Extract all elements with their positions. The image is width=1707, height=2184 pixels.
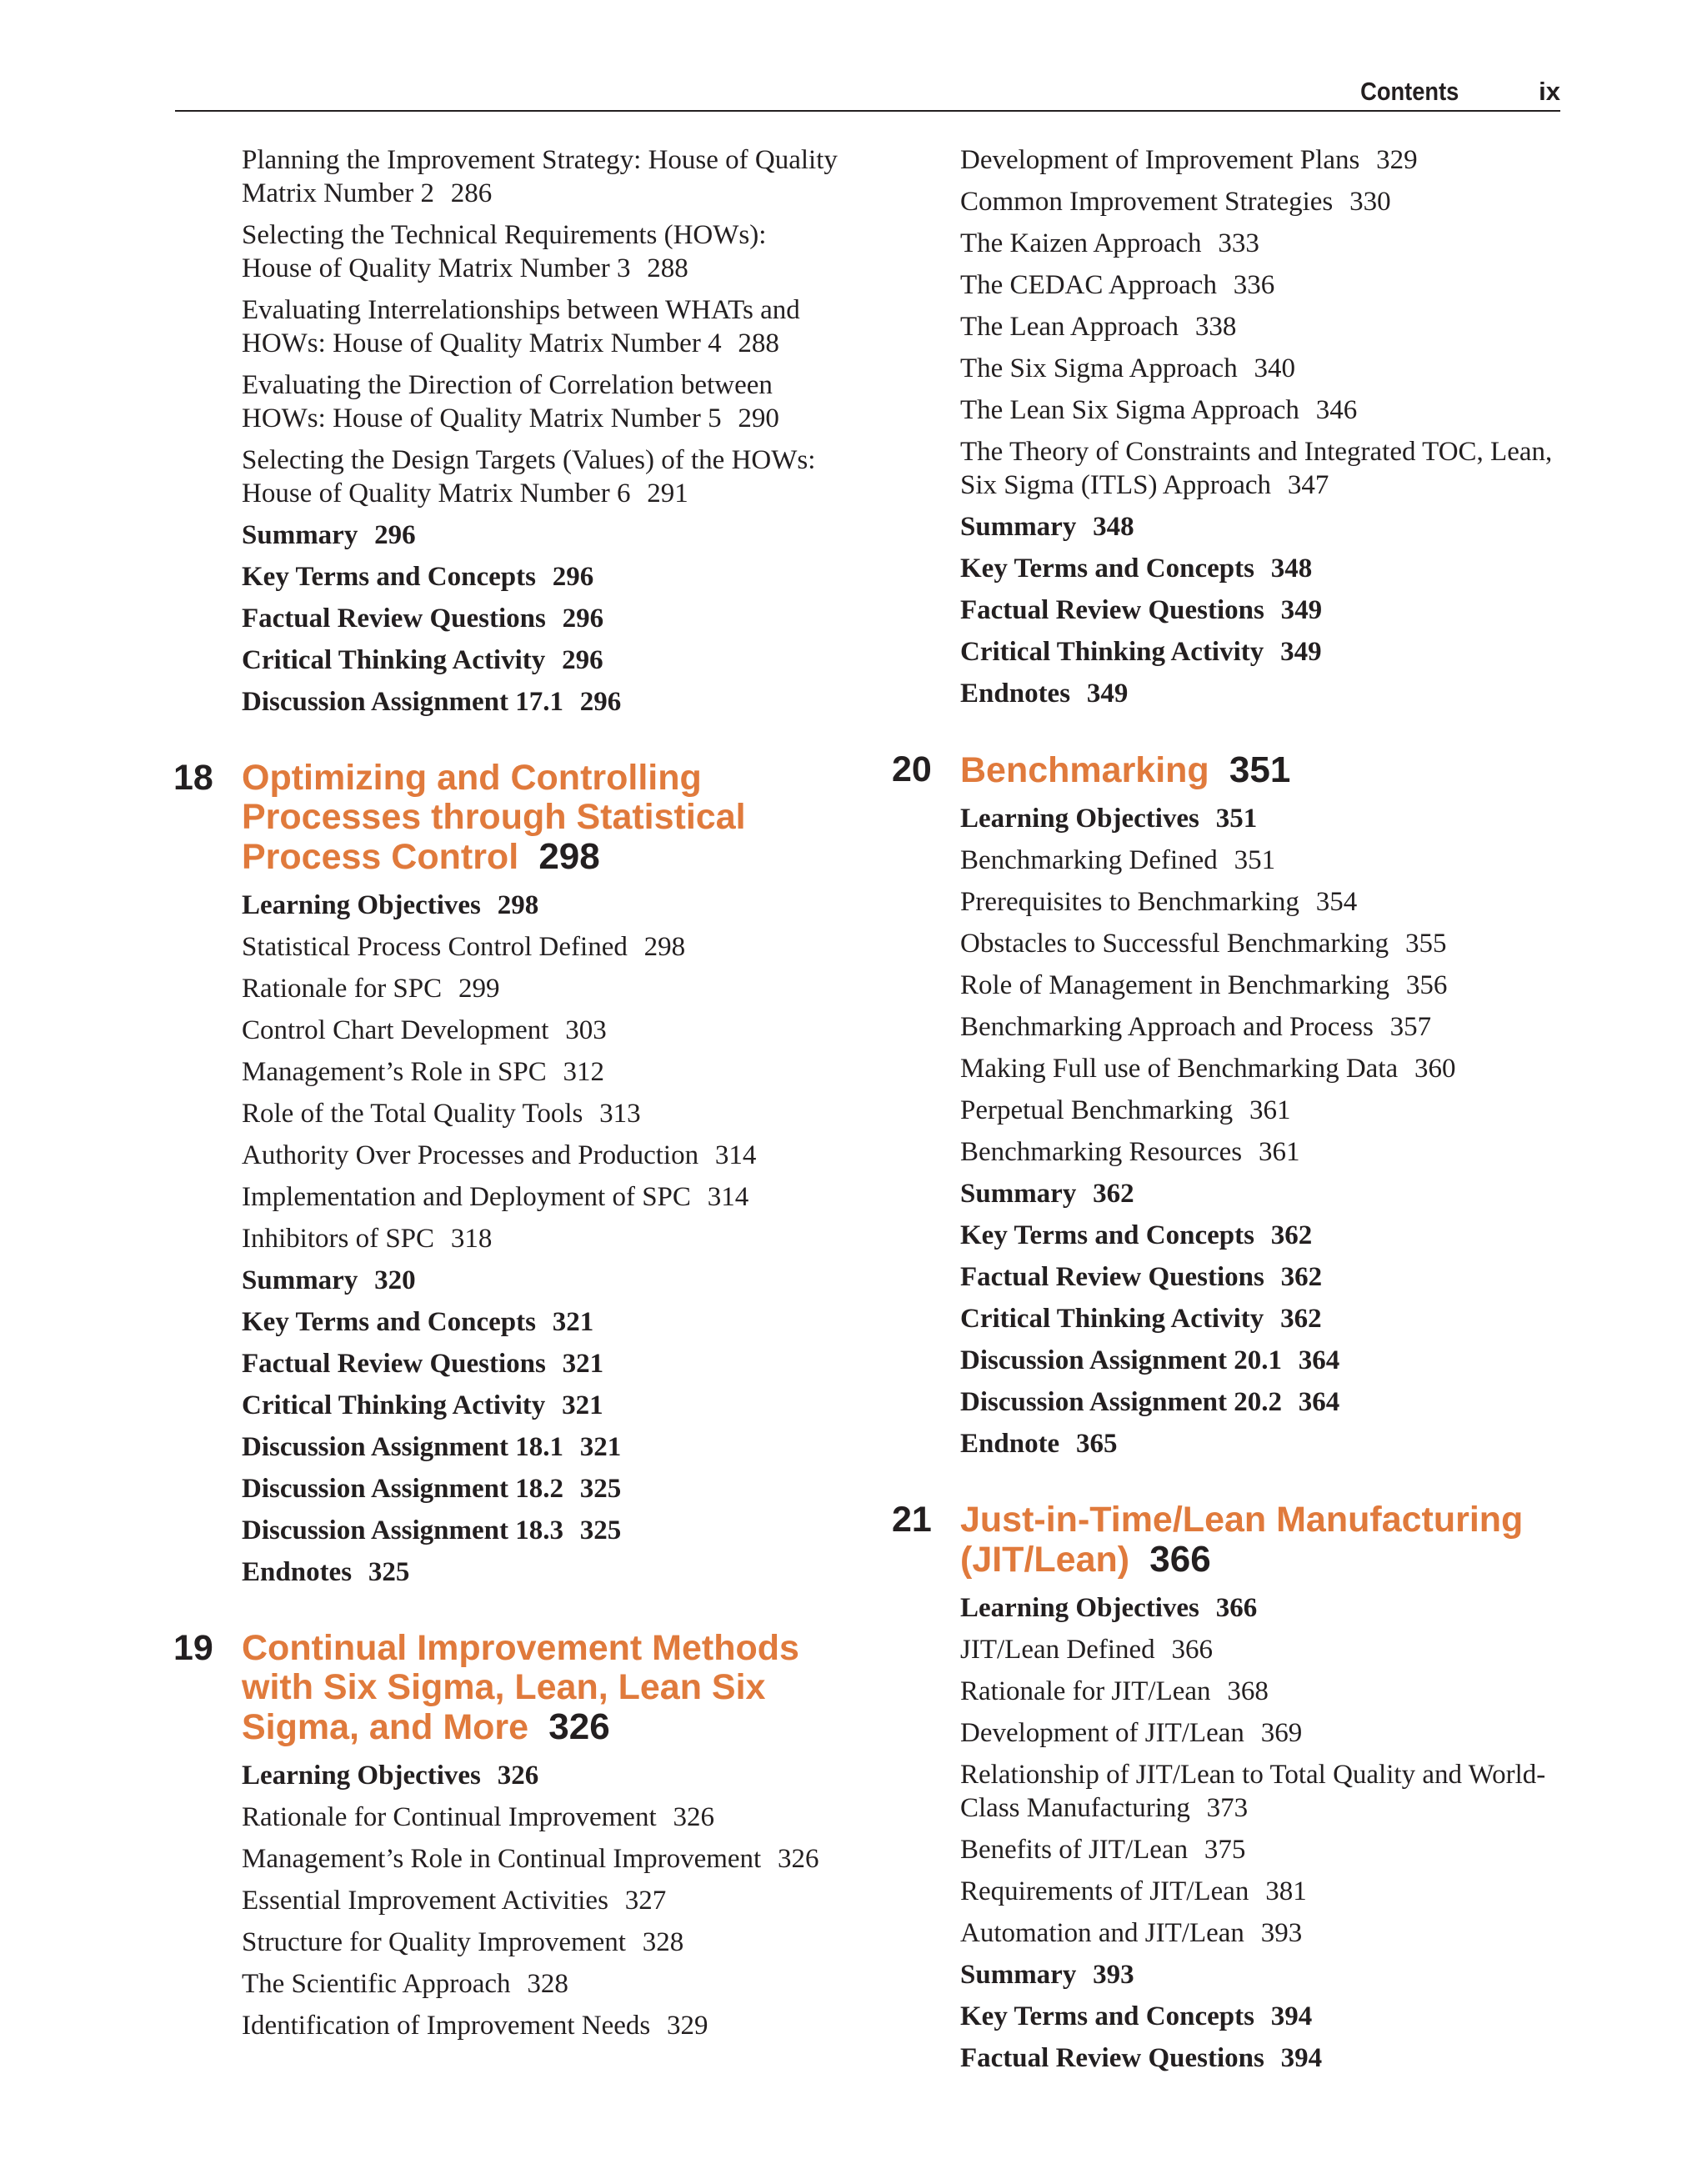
chapter-number: 21: [892, 1500, 932, 1540]
toc-entry[interactable]: [960, 802, 1560, 835]
toc-entry-title: Common Improvement Strategies: [960, 187, 1334, 217]
toc-entry-title: Key Terms and Concepts: [960, 2001, 1254, 2031]
chapter-page: 326: [548, 1706, 610, 1747]
toc-entry[interactable]: [960, 1385, 1560, 1419]
toc-entry-page: 369: [1260, 1718, 1303, 1748]
toc-entry-title: Benchmarking Approach and Process: [960, 1012, 1374, 1042]
toc-entry-page: 328: [527, 1969, 568, 1999]
toc-entry-title: Automation and JIT/Lean: [960, 1918, 1244, 1948]
toc-entry-page: 291: [647, 478, 688, 508]
toc-entry-page: 381: [1265, 1876, 1307, 1906]
toc-entry[interactable]: [960, 1675, 1560, 1708]
toc-entry-title: Selecting the Technical Requirements (HOWs): House of Quality Matrix Number 3: [242, 220, 767, 283]
toc-entry-title: Discussion Assignment 18.1: [242, 1432, 563, 1462]
toc-entry-title: Critical Thinking Activity: [960, 637, 1264, 667]
toc-entry-page: 286: [450, 178, 493, 208]
toc-entry[interactable]: [242, 972, 842, 1005]
toc-entry-page: 321: [562, 1349, 604, 1379]
toc-entry[interactable]: [242, 293, 842, 360]
toc-entry-page: 326: [778, 1844, 819, 1874]
toc-entry[interactable]: [242, 218, 842, 285]
toc-entry-page: 375: [1204, 1835, 1246, 1865]
toc-entry-page: 321: [562, 1390, 603, 1420]
toc-entry[interactable]: [960, 594, 1560, 627]
toc-entry-title: Role of Management in Benchmarking: [960, 970, 1390, 1000]
toc-entry-title: The Lean Six Sigma Approach: [960, 395, 1299, 425]
toc-right-column: [892, 143, 1560, 2083]
toc-entry-page: 362: [1270, 1220, 1313, 1250]
toc-entry[interactable]: [242, 1926, 842, 1959]
toc-entry-page: 298: [497, 890, 539, 920]
toc-entry-page: 393: [1260, 1918, 1303, 1948]
toc-entry-title: Summary: [960, 1960, 1077, 1990]
toc-entry[interactable]: [960, 2000, 1560, 2033]
toc-entry-page: 288: [738, 328, 779, 358]
toc-entry-page: 348: [1093, 512, 1134, 542]
toc-entry-page: 327: [624, 1886, 667, 1916]
toc-entry-page: 329: [667, 2011, 708, 2041]
toc-entry-title: Key Terms and Concepts: [960, 554, 1254, 584]
toc-entry-title: Identification of Improvement Needs: [242, 2011, 651, 2041]
toc-entry-page: 299: [458, 974, 500, 1004]
toc-entry-page: 347: [1287, 470, 1329, 500]
toc-entry-page: 296: [562, 645, 603, 675]
toc-entry[interactable]: [960, 1716, 1560, 1750]
toc-entry-page: 329: [1376, 145, 1418, 175]
page-number: ix: [1539, 77, 1560, 106]
toc-entry-title: Discussion Assignment 18.3: [242, 1515, 563, 1545]
toc-entry-page: 355: [1404, 929, 1447, 959]
toc-entry-title: Key Terms and Concepts: [242, 1307, 536, 1337]
toc-entry[interactable]: [242, 1097, 842, 1130]
page-header: [0, 0, 1707, 117]
toc-entry[interactable]: [242, 685, 842, 719]
toc-entry-page: 349: [1086, 679, 1129, 709]
toc-entry[interactable]: [242, 443, 842, 510]
toc-entry[interactable]: [242, 889, 842, 922]
toc-entry-page: 336: [1233, 270, 1275, 300]
toc-entry[interactable]: [242, 1055, 842, 1089]
toc-entry-page: 356: [1405, 970, 1448, 1000]
toc-entry[interactable]: [960, 185, 1560, 218]
toc-entry[interactable]: [960, 1010, 1560, 1044]
toc-entry[interactable]: [960, 677, 1560, 710]
toc-entry[interactable]: [960, 510, 1560, 543]
toc-entry[interactable]: [960, 1958, 1560, 1991]
toc-entry[interactable]: [960, 1302, 1560, 1335]
toc-entry-title: Benchmarking Resources: [960, 1137, 1243, 1167]
toc-entry-title: Rationale for JIT/Lean: [960, 1676, 1211, 1706]
toc-entry-page: 346: [1315, 395, 1358, 425]
toc-entry-title: Critical Thinking Activity: [960, 1304, 1264, 1334]
toc-entry-title: Critical Thinking Activity: [242, 1390, 546, 1420]
toc-entry-page: 288: [647, 253, 688, 283]
toc-entry-page: 321: [552, 1307, 594, 1337]
chapter-heading-20[interactable]: [892, 749, 1560, 790]
toc-entry[interactable]: [242, 143, 842, 210]
toc-list: [960, 802, 1560, 1460]
chapter-heading-18[interactable]: [173, 758, 842, 877]
toc-entry[interactable]: [960, 1260, 1560, 1294]
toc-entry-page: 338: [1194, 312, 1237, 342]
toc-entry-page: 296: [374, 520, 416, 550]
toc-entry[interactable]: [960, 143, 1560, 177]
toc-entry[interactable]: [960, 1219, 1560, 1252]
toc-entry-page: 349: [1280, 637, 1322, 667]
toc-entry[interactable]: [242, 1180, 842, 1214]
toc-entry-title: Learning Objectives: [242, 890, 481, 920]
toc-entry-page: 298: [643, 932, 686, 962]
chapter-heading-21[interactable]: [892, 1500, 1560, 1580]
toc-entry-title: Rationale for Continual Improvement: [242, 1802, 657, 1832]
toc-entry[interactable]: [960, 2041, 1560, 2075]
toc-entry-title: Summary: [960, 512, 1077, 542]
chapter-number: 18: [173, 758, 213, 798]
toc-entry[interactable]: [960, 268, 1560, 302]
toc-entry-title: Planning the Improvement Strategy: House of Quality Matrix Number 2: [242, 145, 838, 208]
toc-entry-title: Factual Review Questions: [960, 1262, 1264, 1292]
toc-entry-title: Requirements of JIT/Lean: [960, 1876, 1249, 1906]
chapter-number: 19: [173, 1628, 213, 1668]
toc-entry[interactable]: [960, 885, 1560, 919]
chapter-heading-19[interactable]: [173, 1628, 842, 1747]
chapter-page: 298: [538, 836, 600, 877]
toc-entry-page: 364: [1298, 1345, 1340, 1375]
toc-entry-title: Benchmarking Defined: [960, 845, 1218, 875]
toc-entry[interactable]: [960, 969, 1560, 1002]
toc-entry-title: Role of the Total Quality Tools: [242, 1099, 583, 1129]
toc-entry-page: 362: [1280, 1262, 1323, 1292]
toc-entry-title: The Six Sigma Approach: [960, 353, 1238, 383]
toc-entry-title: Discussion Assignment 20.1: [960, 1345, 1282, 1375]
header-rule: [175, 110, 1560, 112]
toc-entry-title: Learning Objectives: [960, 1593, 1199, 1623]
chapter-title: Just-in-Time/Lean Manufacturing (JIT/Lean): [960, 1500, 1524, 1580]
toc-entry[interactable]: [960, 1135, 1560, 1169]
toc-entry-page: 326: [673, 1802, 714, 1832]
toc-entry[interactable]: [242, 1884, 842, 1917]
toc-entry[interactable]: [960, 1052, 1560, 1085]
toc-entry-title: The Lean Approach: [960, 312, 1179, 342]
toc-entry[interactable]: [242, 1842, 842, 1876]
chapter-title: Optimizing and Controlling Processes through Statistical Process Control: [242, 758, 746, 877]
toc-entry-page: 330: [1349, 187, 1391, 217]
toc-entry[interactable]: [242, 1347, 842, 1380]
chapter-page: 366: [1149, 1539, 1211, 1580]
toc-entry-page: 318: [450, 1224, 493, 1254]
toc-entry[interactable]: [242, 1264, 842, 1297]
toc-entry-title: Control Chart Development: [242, 1015, 549, 1045]
toc-entry[interactable]: [242, 368, 842, 435]
toc-entry-title: The Kaizen Approach: [960, 228, 1202, 258]
toc-entry[interactable]: [960, 1177, 1560, 1210]
toc-entry-page: 328: [642, 1927, 684, 1957]
toc-entry[interactable]: [242, 1014, 842, 1047]
toc-entry-title: Summary: [242, 520, 358, 550]
toc-entry-title: Learning Objectives: [242, 1761, 481, 1791]
toc-entry-page: 366: [1215, 1593, 1258, 1623]
toc-entry[interactable]: [960, 1833, 1560, 1866]
chapter-number: 20: [892, 749, 932, 789]
toc-entry[interactable]: [960, 927, 1560, 960]
toc-entry[interactable]: [242, 1555, 842, 1589]
toc-list: [242, 889, 842, 1589]
toc-entry[interactable]: [242, 1967, 842, 2001]
toc-entry-page: 351: [1234, 845, 1276, 875]
toc-entry-page: 333: [1218, 228, 1259, 258]
toc-entry-title: Rationale for SPC: [242, 974, 443, 1004]
toc-entry[interactable]: [242, 518, 842, 552]
toc-entry-title: Factual Review Questions: [242, 1349, 546, 1379]
toc-left-column: [173, 143, 842, 2051]
toc-entry-title: The CEDAC Approach: [960, 270, 1217, 300]
toc-entry-title: Endnotes: [960, 679, 1071, 709]
toc-entry[interactable]: [242, 1139, 842, 1172]
toc-entry-page: 312: [563, 1057, 605, 1087]
toc-entry-page: 354: [1315, 887, 1358, 917]
toc-entry-title: Discussion Assignment 17.1: [242, 687, 563, 717]
toc-entry[interactable]: [242, 2009, 842, 2042]
toc-entry-page: 348: [1270, 554, 1313, 584]
toc-entry-title: The Scientific Approach: [242, 1969, 511, 1999]
toc-entry[interactable]: [960, 1591, 1560, 1625]
toc-entry-page: 362: [1280, 1304, 1322, 1334]
toc-entry[interactable]: [960, 227, 1560, 260]
toc-entry-page: 314: [714, 1140, 757, 1170]
toc-entry-title: Evaluating Interrelationships between WHATs and HOWs: House of Quality Matrix Number 4: [242, 295, 800, 358]
toc-list: [960, 1591, 1560, 2075]
toc-entry[interactable]: [242, 1305, 842, 1339]
toc-entry-title: JIT/Lean Defined: [960, 1635, 1155, 1665]
toc-entry-title: Obstacles to Successful Benchmarking: [960, 929, 1389, 959]
toc-entry-title: Authority Over Processes and Production: [242, 1140, 699, 1170]
toc-entry-title: Key Terms and Concepts: [960, 1220, 1254, 1250]
toc-entry-title: Critical Thinking Activity: [242, 645, 546, 675]
toc-entry-page: 361: [1249, 1095, 1291, 1125]
toc-entry-page: 320: [374, 1265, 416, 1295]
toc-entry-page: 326: [497, 1761, 539, 1791]
toc-entry-page: 325: [368, 1557, 410, 1587]
chapter-title: Continual Improvement Methods with Six Sigma, Lean, Lean Six Sigma, and More: [242, 1628, 799, 1747]
toc-list: [242, 1759, 842, 2042]
toc-entry-title: Perpetual Benchmarking: [960, 1095, 1234, 1125]
toc-entry-page: 360: [1414, 1054, 1456, 1084]
toc-entry-title: Making Full use of Benchmarking Data: [960, 1054, 1399, 1084]
toc-entry-title: Evaluating the Direction of Correlation between HOWs: House of Quality Matrix Number 5: [242, 370, 773, 433]
toc-entry-page: 361: [1258, 1137, 1300, 1167]
toc-entry-title: Essential Improvement Activities: [242, 1886, 608, 1916]
toc-entry[interactable]: [242, 1389, 842, 1422]
toc-entry-page: 313: [599, 1099, 641, 1129]
toc-entry[interactable]: [242, 930, 842, 964]
toc-entry[interactable]: [960, 1875, 1560, 1908]
toc-entry-page: 296: [552, 562, 594, 592]
toc-entry[interactable]: [242, 560, 842, 594]
toc-entry-page: 314: [707, 1182, 749, 1212]
toc-entry[interactable]: [242, 1801, 842, 1834]
toc-entry-title: Development of Improvement Plans: [960, 145, 1360, 175]
toc-entry-title: Management’s Role in SPC: [242, 1057, 547, 1087]
toc-entry-title: Factual Review Questions: [960, 595, 1264, 625]
toc-entry-title: Structure for Quality Improvement: [242, 1927, 626, 1957]
toc-entry[interactable]: [960, 352, 1560, 385]
toc-entry-title: Learning Objectives: [960, 804, 1199, 834]
toc-entry-page: 373: [1206, 1793, 1249, 1823]
toc-entry[interactable]: [960, 1427, 1560, 1460]
toc-entry-title: Prerequisites to Benchmarking: [960, 887, 1299, 917]
running-head: Contents: [1359, 77, 1459, 106]
toc-entry-page: 394: [1280, 2043, 1323, 2073]
toc-entry[interactable]: [960, 552, 1560, 585]
toc-entry[interactable]: [960, 1344, 1560, 1377]
toc-entry-title: Relationship of JIT/Lean to Total Quality and World-Class Manufacturing: [960, 1760, 1546, 1823]
toc-entry-title: The Theory of Constraints and Integrated TOC, Lean, Six Sigma (ITLS) Approach: [960, 437, 1553, 500]
toc-entry-title: Statistical Process Control Defined: [242, 932, 628, 962]
toc-entry-page: 365: [1076, 1429, 1118, 1459]
toc-entry[interactable]: [242, 1514, 842, 1547]
toc-entry-page: 368: [1227, 1676, 1269, 1706]
toc-entry[interactable]: [960, 1916, 1560, 1950]
toc-entry[interactable]: [960, 310, 1560, 343]
chapter-page: 351: [1229, 749, 1291, 790]
toc-entry-page: 303: [565, 1015, 607, 1045]
toc-list: [960, 143, 1560, 710]
toc-list: [242, 143, 842, 719]
toc-entry-page: 321: [579, 1432, 622, 1462]
toc-entry[interactable]: [960, 635, 1560, 669]
toc-entry[interactable]: [242, 602, 842, 635]
toc-entry-title: Benefits of JIT/Lean: [960, 1835, 1189, 1865]
toc-entry-title: Endnote: [960, 1429, 1060, 1459]
toc-entry-title: Summary: [242, 1265, 358, 1295]
toc-entry-page: 394: [1270, 2001, 1313, 2031]
toc-entry-page: 325: [579, 1515, 622, 1545]
toc-entry[interactable]: [242, 1472, 842, 1505]
toc-entry-title: Inhibitors of SPC: [242, 1224, 435, 1254]
toc-entry-page: 349: [1280, 595, 1323, 625]
toc-entry-page: 351: [1215, 804, 1258, 834]
toc-entry-page: 393: [1093, 1960, 1134, 1990]
toc-entry-page: 362: [1093, 1179, 1134, 1209]
toc-entry[interactable]: [960, 1633, 1560, 1666]
toc-entry-page: 366: [1171, 1635, 1213, 1665]
toc-entry-title: Summary: [960, 1179, 1077, 1209]
toc-entry[interactable]: [960, 393, 1560, 427]
toc-entry-page: 296: [579, 687, 622, 717]
toc-entry-page: 364: [1298, 1387, 1340, 1417]
toc-entry[interactable]: [960, 435, 1560, 502]
toc-entry-title: Factual Review Questions: [960, 2043, 1264, 2073]
chapter-title: Benchmarking: [960, 750, 1209, 790]
toc-entry-title: Discussion Assignment 20.2: [960, 1387, 1282, 1417]
toc-entry-title: Discussion Assignment 18.2: [242, 1474, 563, 1504]
toc-entry-title: Management’s Role in Continual Improvement: [242, 1844, 762, 1874]
toc-entry-page: 296: [562, 604, 604, 634]
toc-entry-page: 340: [1254, 353, 1296, 383]
toc-entry[interactable]: [242, 1222, 842, 1255]
toc-entry-page: 357: [1389, 1012, 1432, 1042]
toc-entry[interactable]: [242, 644, 842, 677]
toc-entry-title: Endnotes: [242, 1557, 353, 1587]
toc-entry-title: Selecting the Design Targets (Values) of the HOWs: House of Quality Matrix Number 6: [242, 445, 816, 508]
toc-entry[interactable]: [960, 1758, 1560, 1825]
toc-entry-page: 290: [738, 403, 779, 433]
toc-entry-title: Development of JIT/Lean: [960, 1718, 1244, 1748]
toc-entry-title: Key Terms and Concepts: [242, 562, 536, 592]
toc-entry[interactable]: [960, 1094, 1560, 1127]
toc-entry[interactable]: [242, 1430, 842, 1464]
toc-entry-title: Factual Review Questions: [242, 604, 546, 634]
toc-entry[interactable]: [960, 844, 1560, 877]
toc-entry-title: Implementation and Deployment of SPC: [242, 1182, 691, 1212]
toc-entry[interactable]: [242, 1759, 842, 1792]
toc-entry-page: 325: [579, 1474, 622, 1504]
